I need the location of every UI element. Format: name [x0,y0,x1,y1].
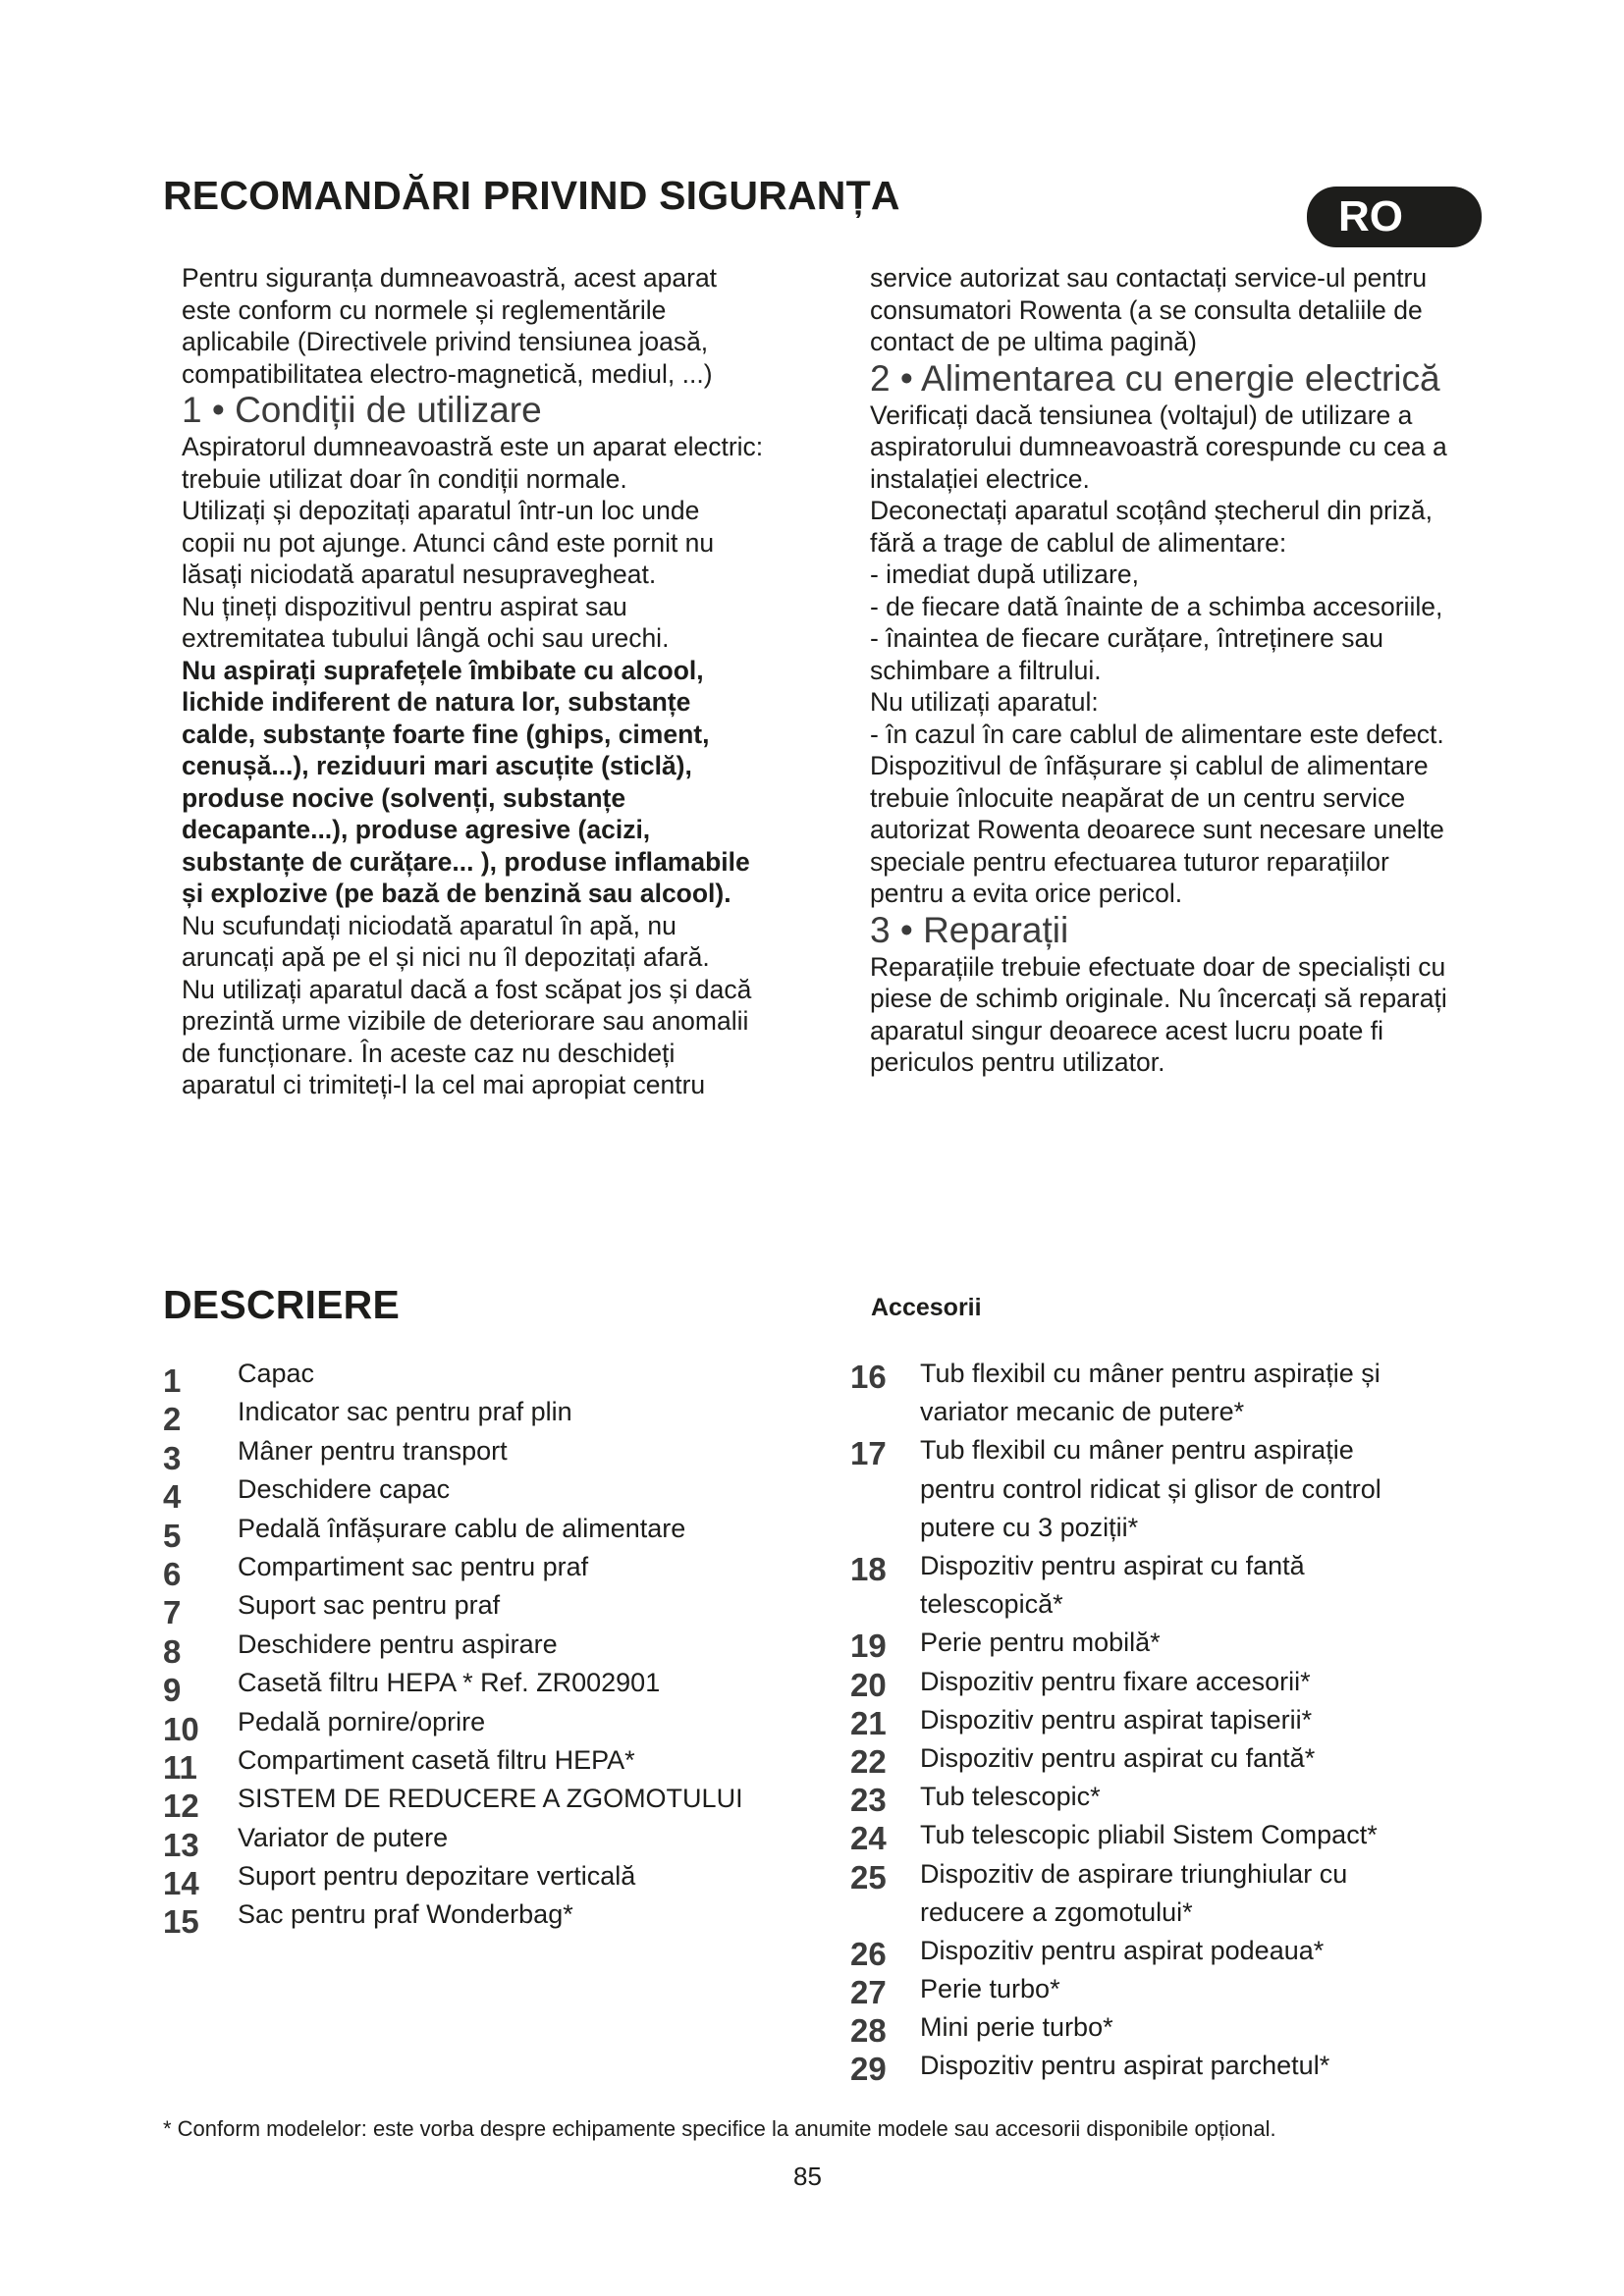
list-item [850,2051,1518,2089]
paragraph-line: - în cazul în care cablul de alimentare este defect. [870,719,1444,749]
item-number: 8 [163,1632,182,1670]
paragraph-line: service autorizat sau contactați service-ul pentru [870,263,1428,293]
list-item [163,1899,772,1941]
item-label: Deschidere capac [238,1474,451,1505]
item-label: Dispozitiv pentru fixare accesorii* [920,1666,1311,1696]
paragraph-line: cenușă...), reziduuri mari ascuțite (sticlă), [182,751,692,780]
item-number: 14 [163,1865,199,1902]
item-label: Indicator sac pentru praf plin [238,1397,572,1427]
paragraph-line: Reparațiile trebuie efectuate doar de specialiști cu [870,951,1446,982]
item-label: Dispozitiv pentru aspirat cu fantă* [920,1742,1316,1773]
paragraph-line: Utilizați și depozitați aparatul într-un loc unde [182,496,700,525]
paragraph-line: periculos pentru utilizator. [870,1047,1165,1077]
item-number: 2 [163,1401,182,1438]
item-label: Capac [238,1359,315,1388]
paragraph-line: Verificați dacă tensiunea (voltajul) de utilizare a [870,400,1413,430]
accessories-title: Accesorii [871,1294,982,1321]
paragraph-line: aruncați apă pe el și nici nu îl depozitați afară. [182,942,710,972]
page-number: 85 [793,2162,822,2191]
list-item [163,1745,772,1784]
list-item [163,1552,772,1590]
paragraph-line: aparatul singur deoarece acest lucru poate fi [870,1015,1383,1045]
item-label: telescopică* [920,1589,1063,1620]
item-label: pentru control ridicat și glisor de control [920,1473,1381,1504]
item-number: 28 [850,2012,887,2050]
item-number: 4 [163,1478,182,1516]
item-number: 10 [163,1710,199,1747]
item-label: Sac pentru praf Wonderbag* [238,1899,573,1930]
list-item [163,1514,772,1552]
language-badge: RO [1307,187,1482,247]
paragraph-line: speciale pentru efectuarea tuturor reparațiilor [870,846,1389,877]
item-label: Dispozitiv de aspirare triunghiular cu [920,1858,1348,1889]
item-number: 24 [850,1820,887,1857]
paragraph-line: pentru a evita orice pericol. [870,879,1183,908]
list-item [850,1974,1518,2012]
paragraph-line: Aspiratorul dumneavoastră este un aparat electric: [182,432,764,461]
paragraph-line: Nu aspirați suprafețele îmbibate cu alcool, [182,655,704,685]
paragraph-line: Nu scufundați niciodată aparatul în apă, nu [182,910,677,940]
item-label: SISTEM DE REDUCERE A ZGOMOTULUI [238,1784,743,1814]
paragraph-line: lichide indiferent de natura lor, substanțe [182,687,691,717]
list-item [850,1705,1518,1743]
list-item [850,1743,1518,1782]
item-number: 23 [850,1782,887,1819]
item-number: 1 [163,1362,182,1399]
list-item [850,2012,1518,2051]
list-item [163,1436,772,1474]
item-label: Casetă filtru HEPA * Ref. ZR002901 [238,1668,661,1698]
item-label: Mini perie turbo* [920,2012,1113,2043]
paragraph-line: - de fiecare dată înainte de a schimba accesoriile, [870,591,1443,621]
item-label: Perie pentru mobilă* [920,1628,1161,1658]
list-item [850,1667,1518,1705]
item-label: Tub telescopic* [920,1782,1101,1812]
paragraph-line: fără a trage de cablul de alimentare: [870,527,1287,558]
paragraph-line: aspiratorului dumneavoastră corespunde cu cea a [870,432,1447,461]
paragraph-line: și explozive (pe bază de benzină sau alcool). [182,879,731,908]
paragraph-line: piese de schimb originale. Nu încercați să reparați [870,984,1447,1013]
item-number: 20 [850,1666,887,1703]
description-list [163,1359,772,1939]
paragraph-line: schimbare a filtrului. [870,655,1102,685]
paragraph-line: aplicabile (Directivele privind tensiunea joasă, [182,327,709,356]
list-item [850,1359,1518,1435]
paragraph-line: instalației electrice. [870,463,1090,494]
list-item [850,1936,1518,1974]
item-number: 5 [163,1517,182,1554]
paragraph-line: de funcționare. În aceste caz nu deschideți [182,1038,676,1068]
paragraph-line: extremitatea tubului lângă ochi sau urechi. [182,623,670,653]
item-label: reducere a zgomotului* [920,1896,1193,1927]
safety-left-column [182,262,830,1101]
paragraph-line: lăsați niciodată aparatul nesupravegheat. [182,560,657,589]
safety-right-column [870,262,1498,1079]
paragraph-line: Dispozitivul de înfășurare și cablul de alimentare [870,751,1429,780]
list-item [163,1668,772,1709]
list-item [850,1551,1518,1628]
item-number: 12 [163,1788,199,1825]
list-item [850,1782,1518,1820]
item-number: 3 [163,1439,182,1476]
item-number: 17 [850,1435,887,1472]
list-item [163,1784,772,1825]
item-number: 13 [163,1826,199,1863]
list-item [163,1707,772,1745]
paragraph-line: - imediat după utilizare, [870,560,1139,589]
item-number: 27 [850,1974,887,2011]
item-label: Tub telescopic pliabil Sistem Compact* [920,1820,1378,1850]
paragraph-line: contact de pe ultima pagină) [870,327,1197,356]
item-number: 29 [850,2051,887,2088]
description-title: DESCRIERE [163,1282,401,1327]
item-label: Deschidere pentru aspirare [238,1629,558,1659]
paragraph-line: este conform cu normele și reglementările [182,294,667,325]
item-number: 22 [850,1742,887,1780]
paragraph-line: Nu țineți dispozitivul pentru aspirat sau [182,591,627,621]
item-number: 6 [163,1555,182,1592]
item-label: variator mecanic de putere* [920,1397,1245,1427]
item-number: 18 [850,1550,887,1587]
footnote: * Conform modelelor: este vorba despre echipamente specifice la anumite modele sau accesorii disponibile opțional. [163,2116,1276,2141]
accessories-list [850,1359,1518,2090]
item-number: 25 [850,1858,887,1896]
section-heading: 1 • Condiții de utilizare [182,390,542,430]
section-heading: 2 • Alimentarea cu energie electrică [870,357,1440,399]
list-item [163,1590,772,1629]
item-label: Tub flexibil cu mâner pentru aspirație și [920,1359,1380,1388]
paragraph-line: decapante...), produse agresive (acizi, [182,815,651,844]
item-label: Compartiment sac pentru praf [238,1551,589,1581]
item-number: 11 [163,1748,197,1786]
list-item [850,1820,1518,1858]
item-label: Tub flexibil cu mâner pentru aspirație [920,1435,1354,1466]
item-label: Suport pentru depozitare verticală [238,1861,636,1892]
list-item [850,1435,1518,1551]
item-label: Dispozitiv pentru aspirat podeaua* [920,1935,1325,1965]
paragraph-line: Pentru siguranța dumneavoastră, acest aparat [182,263,718,293]
list-item [163,1629,772,1668]
list-item [850,1859,1518,1936]
item-label: Perie turbo* [920,1974,1060,2004]
item-label: Pedală pornire/oprire [238,1706,486,1736]
paragraph-line: substanțe de curățare... ), produse inflamabile [182,846,750,877]
list-item [163,1397,772,1438]
page-title: RECOMANDĂRI PRIVIND SIGURANȚA [163,173,900,218]
paragraph-line: trebuie înlocuite neapărat de un centru service [870,782,1406,813]
paragraph-line: trebuie utilizat doar în condiții normale. [182,463,627,494]
paragraph-line: - înaintea de fiecare curățare, întreținere sau [870,623,1383,653]
item-label: Pedală înfășurare cablu de alimentare [238,1513,686,1543]
paragraph-line: autorizat Rowenta deoarece sunt necesare unelte [870,815,1444,844]
list-item [163,1359,772,1397]
item-number: 7 [163,1594,182,1631]
paragraph-line: Deconectați aparatul scoțând ștecherul din priză, [870,496,1434,525]
paragraph-line: aparatul ci trimiteți-l la cel mai apropiat centru [182,1070,706,1099]
item-number: 15 [163,1903,199,1941]
item-label: Compartiment casetă filtru HEPA* [238,1744,635,1775]
paragraph-line: prezintă urme vizibile de deteriorare sau anomalii [182,1006,749,1036]
item-number: 26 [850,1935,887,1972]
paragraph-line: Nu utilizați aparatul: [870,687,1099,717]
paragraph-line: calde, substanțe foarte fine (ghips, ciment, [182,719,710,749]
item-number: 16 [850,1359,887,1395]
list-item [163,1474,772,1516]
item-label: Dispozitiv pentru aspirat tapiserii* [920,1704,1313,1735]
paragraph-line: copii nu pot ajunge. Atunci când este pornit nu [182,527,715,558]
item-label: Suport sac pentru praf [238,1590,501,1621]
paragraph-line: consumatori Rowenta (a se consulta detaliile de [870,294,1423,325]
item-label: putere cu 3 poziții* [920,1512,1139,1542]
paragraph-line: produse nocive (solvenți, substanțe [182,782,626,813]
list-item [850,1628,1518,1666]
paragraph-line: Nu utilizați aparatul dacă a fost scăpat jos și dacă [182,974,752,1004]
item-number: 9 [163,1672,182,1709]
item-label: Variator de putere [238,1822,449,1852]
item-label: Dispozitiv pentru aspirat parchetul* [920,2051,1330,2081]
item-number: 19 [850,1628,887,1665]
section-heading: 3 • Reparații [870,909,1069,950]
list-item [163,1823,772,1861]
list-item [163,1861,772,1902]
item-number: 21 [850,1704,887,1741]
item-label: Dispozitiv pentru aspirat cu fantă [920,1550,1305,1580]
paragraph-line: compatibilitatea electro-magnetică, mediul, ...) [182,358,713,389]
item-label: Mâner pentru transport [238,1435,508,1466]
